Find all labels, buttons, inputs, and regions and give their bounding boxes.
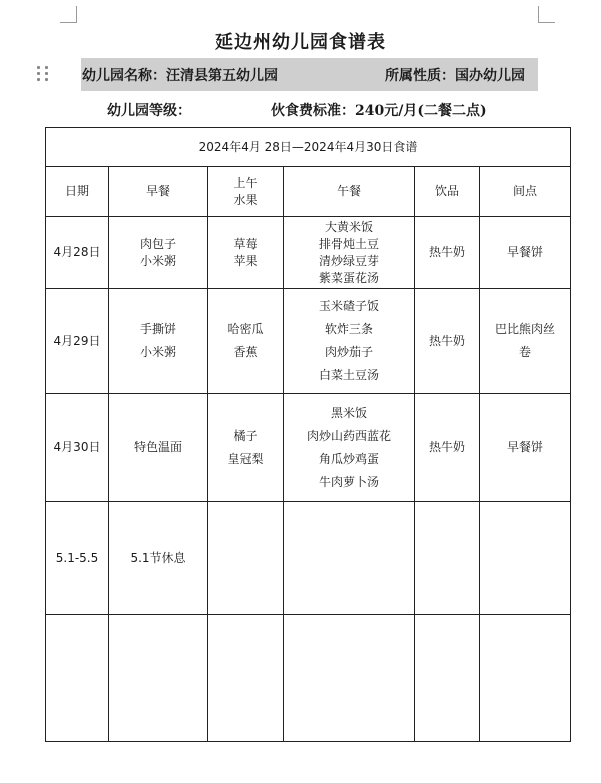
lunch-item: 牛肉萝卜汤 bbox=[318, 474, 379, 489]
kindergarten-grade: 幼儿园等级： bbox=[107, 103, 191, 119]
fruit-cell[interactable] bbox=[208, 502, 284, 615]
table-row-empty bbox=[46, 615, 571, 742]
fruit-item: 草莓 bbox=[233, 236, 258, 251]
lunch-cell[interactable] bbox=[284, 217, 415, 289]
table-row bbox=[46, 502, 571, 615]
lunch-item: 大黄米饭 bbox=[324, 219, 373, 234]
lunch-item: 玉米碴子饭 bbox=[318, 299, 379, 313]
lunch-item: 白菜土豆汤 bbox=[318, 368, 379, 382]
snack-cell[interactable] bbox=[480, 217, 571, 289]
snack-item: 早餐饼 bbox=[507, 440, 544, 454]
header-fruit-line1: 上午 bbox=[233, 175, 258, 190]
header-snack[interactable]: 间点 bbox=[480, 167, 571, 217]
fruit-cell[interactable] bbox=[208, 615, 284, 742]
snack-cell[interactable] bbox=[480, 502, 571, 615]
lunch-cell[interactable] bbox=[284, 502, 415, 615]
date-cell[interactable]: 4月28日 bbox=[46, 217, 109, 289]
lunch-item: 角瓜炒鸡蛋 bbox=[318, 451, 379, 466]
table-row bbox=[46, 394, 571, 502]
date-cell[interactable]: 5.1-5.5 bbox=[46, 502, 109, 615]
meal-fee-standard: 伙食费标准：240元/月(二餐二点) bbox=[271, 103, 487, 119]
lunch-item: 肉炒山药西蓝花 bbox=[306, 428, 391, 443]
breakfast-item: 小米粥 bbox=[139, 253, 176, 268]
kindergarten-name: 幼儿园名称：汪清县第五幼儿园 bbox=[82, 68, 278, 84]
header-breakfast[interactable]: 早餐 bbox=[109, 167, 208, 217]
header-fruit[interactable] bbox=[208, 167, 284, 217]
fruit-cell[interactable] bbox=[208, 217, 284, 289]
snack-item: 卷 bbox=[519, 345, 532, 359]
snack-cell[interactable] bbox=[480, 394, 571, 502]
breakfast-item: 5.1节休息 bbox=[130, 550, 186, 565]
table-row bbox=[46, 289, 571, 394]
breakfast-item: 肉包子 bbox=[139, 236, 176, 251]
fruit-cell[interactable] bbox=[208, 394, 284, 502]
lunch-cell[interactable] bbox=[284, 289, 415, 394]
document-title: 延边州幼儿园食谱表 bbox=[215, 32, 386, 53]
drink-cell[interactable]: 热牛奶 bbox=[415, 394, 480, 502]
breakfast-cell[interactable] bbox=[109, 289, 208, 394]
fruit-item: 苹果 bbox=[233, 253, 258, 268]
breakfast-item: 小米粥 bbox=[139, 345, 176, 359]
lunch-item: 软炸三条 bbox=[324, 322, 373, 336]
breakfast-item: 手撕饼 bbox=[139, 322, 176, 336]
snack-cell[interactable] bbox=[480, 289, 571, 394]
drink-cell[interactable] bbox=[415, 502, 480, 615]
lunch-cell[interactable] bbox=[284, 615, 415, 742]
page-corner-mark-right bbox=[538, 6, 555, 23]
fruit-item: 皇冠梨 bbox=[227, 451, 264, 466]
breakfast-cell[interactable] bbox=[109, 615, 208, 742]
lunch-item: 黑米饭 bbox=[330, 405, 367, 420]
table-row bbox=[46, 217, 571, 289]
lunch-item: 肉炒茄子 bbox=[324, 345, 373, 359]
header-drink[interactable]: 饮品 bbox=[415, 167, 480, 217]
header-date[interactable]: 日期 bbox=[46, 167, 109, 217]
fruit-item: 哈密瓜 bbox=[227, 322, 264, 336]
header-fruit-line2: 水果 bbox=[233, 192, 258, 207]
snack-cell[interactable] bbox=[480, 615, 571, 742]
ownership-nature: 所属性质：国办幼儿园 bbox=[385, 68, 525, 84]
date-cell[interactable]: 4月29日 bbox=[46, 289, 109, 394]
menu-period-cell[interactable]: 2024年4月 28日—2024年4月30日食谱 bbox=[46, 128, 571, 167]
fruit-item: 香蕉 bbox=[233, 345, 258, 359]
snack-item: 早餐饼 bbox=[507, 245, 544, 259]
fruit-item: 橘子 bbox=[233, 428, 258, 443]
lunch-cell[interactable] bbox=[284, 394, 415, 502]
breakfast-cell[interactable] bbox=[109, 502, 208, 615]
table-move-handle-icon[interactable] bbox=[37, 66, 51, 82]
date-cell[interactable]: 4月30日 bbox=[46, 394, 109, 502]
header-lunch[interactable]: 午餐 bbox=[284, 167, 415, 217]
snack-item: 巴比熊肉丝 bbox=[495, 322, 556, 336]
breakfast-item: 特色温面 bbox=[133, 440, 182, 454]
page-corner-mark-left bbox=[60, 6, 77, 23]
drink-cell[interactable]: 热牛奶 bbox=[415, 289, 480, 394]
date-cell[interactable] bbox=[46, 615, 109, 742]
lunch-item: 紫菜蛋花汤 bbox=[318, 270, 379, 285]
breakfast-cell[interactable] bbox=[109, 217, 208, 289]
drink-cell[interactable]: 热牛奶 bbox=[415, 217, 480, 289]
drink-cell[interactable] bbox=[415, 615, 480, 742]
lunch-item: 排骨炖土豆 bbox=[318, 236, 379, 251]
lunch-item: 清炒绿豆芽 bbox=[318, 253, 379, 268]
breakfast-cell[interactable] bbox=[109, 394, 208, 502]
menu-table bbox=[45, 127, 571, 742]
fruit-cell[interactable] bbox=[208, 289, 284, 394]
